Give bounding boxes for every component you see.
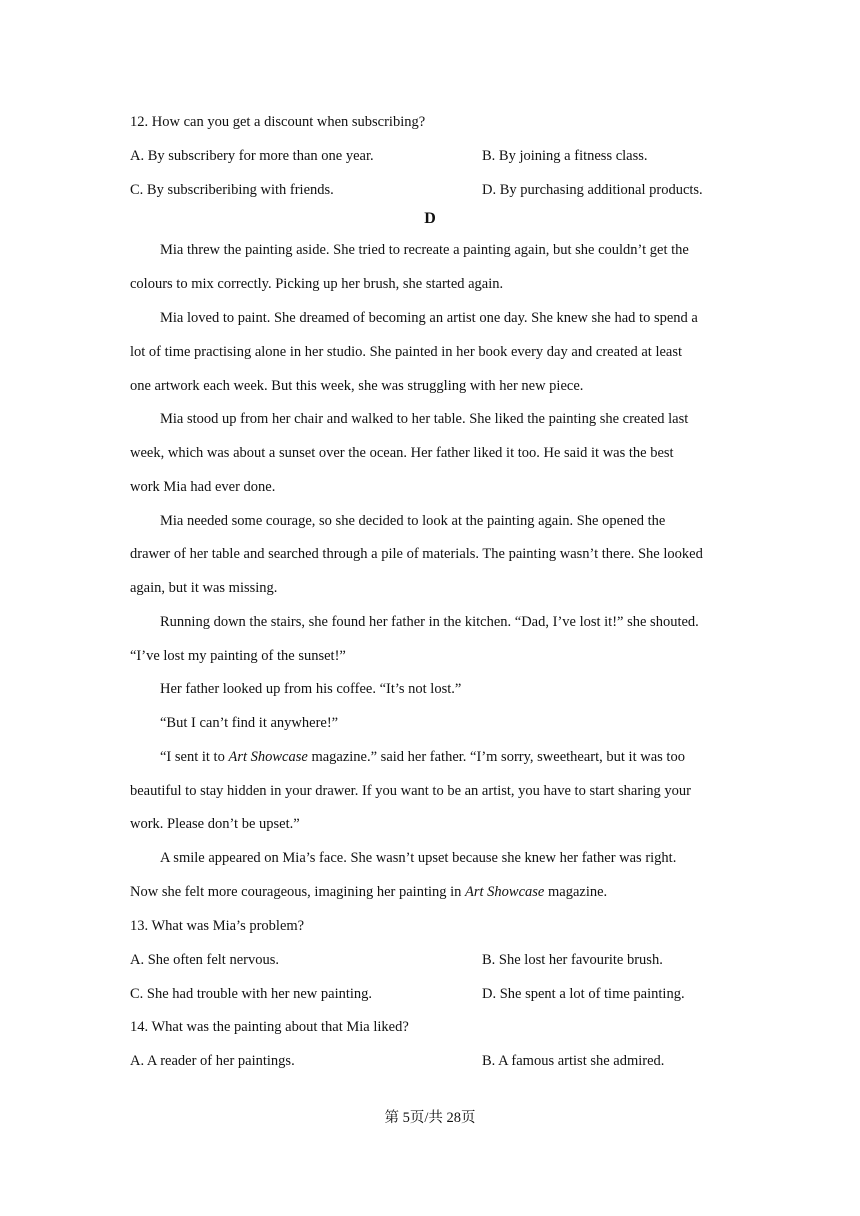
q12-option-b: B. By joining a fitness class. [482,148,648,164]
passage-line: lot of time practising alone in her studio. She painted in her book every day and created at least [130,344,683,360]
passage-line: work Mia had ever done. [130,479,276,495]
q13-option-c: C. She had trouble with her new painting. [130,986,373,1002]
passage-line [130,882,607,902]
passage-line: “But I can’t find it anywhere!” [160,715,339,731]
passage-line: Mia needed some courage, so she decided to look at the painting again. She opened the [160,513,666,529]
passage-line: one artwork each week. But this week, she was struggling with her new piece. [130,378,584,394]
passage-text: Now she felt more courageous, imagining her painting in [130,884,466,900]
passage-text: “I sent it to [160,749,229,765]
passage-text: magazine.” said her father. “I’m sorry, sweetheart, but it was too [307,749,685,765]
q12-option-a: A. By subscribery for more than one year. [130,148,374,164]
passage-line: “I’ve lost my painting of the sunset!” [130,648,346,664]
passage-line: Mia stood up from her chair and walked to her table. She liked the painting she created last [160,411,689,427]
q13-option-d: D. She spent a lot of time painting. [482,986,685,1002]
q13-option-b: B. She lost her favourite brush. [482,952,663,968]
q13-option-a: A. She often felt nervous. [130,952,279,968]
passage-line: work. Please don’t be upset.” [130,816,300,832]
q14-option-b: B. A famous artist she admired. [482,1053,665,1069]
passage-text: magazine. [544,884,608,900]
passage-line: colours to mix correctly. Picking up her brush, she started again. [130,276,504,292]
passage-line: Running down the stairs, she found her father in the kitchen. “Dad, I’ve lost it!” she shouted. [160,614,699,630]
q12-option-d: D. By purchasing additional products. [482,182,703,198]
page-number: 第 5页/共 28页 [384,1110,476,1126]
passage-line: again, but it was missing. [130,580,278,596]
magazine-title: Art Showcase [465,884,545,900]
q14-question: 14. What was the painting about that Mia liked? [130,1019,409,1035]
passage-line: drawer of her table and searched through a pile of materials. The painting wasn’t there. She looked [130,546,703,562]
q13-question: 13. What was Mia’s problem? [130,918,305,934]
passage-line [160,747,685,767]
q12-option-c: C. By subscriberibing with friends. [130,182,334,198]
passage-line: Mia loved to paint. She dreamed of becoming an artist one day. She knew she had to spend a [160,310,698,326]
q14-option-a: A. A reader of her paintings. [130,1053,295,1069]
passage-line: week, which was about a sunset over the ocean. Her father liked it too. He said it was the best [130,445,674,461]
passage-line: beautiful to stay hidden in your drawer. If you want to be an artist, you have to start sharing your [130,783,691,799]
passage-line: Mia threw the painting aside. She tried to recreate a painting again, but she couldn’t get the [160,242,689,258]
q12-question: 12. How can you get a discount when subscribing? [130,114,426,130]
magazine-title: Art Showcase [228,749,308,765]
passage-line: Her father looked up from his coffee. “It’s not lost.” [160,681,462,697]
section-heading: D [424,210,436,227]
passage-line: A smile appeared on Mia’s face. She wasn’t upset because she knew her father was right. [160,850,677,866]
